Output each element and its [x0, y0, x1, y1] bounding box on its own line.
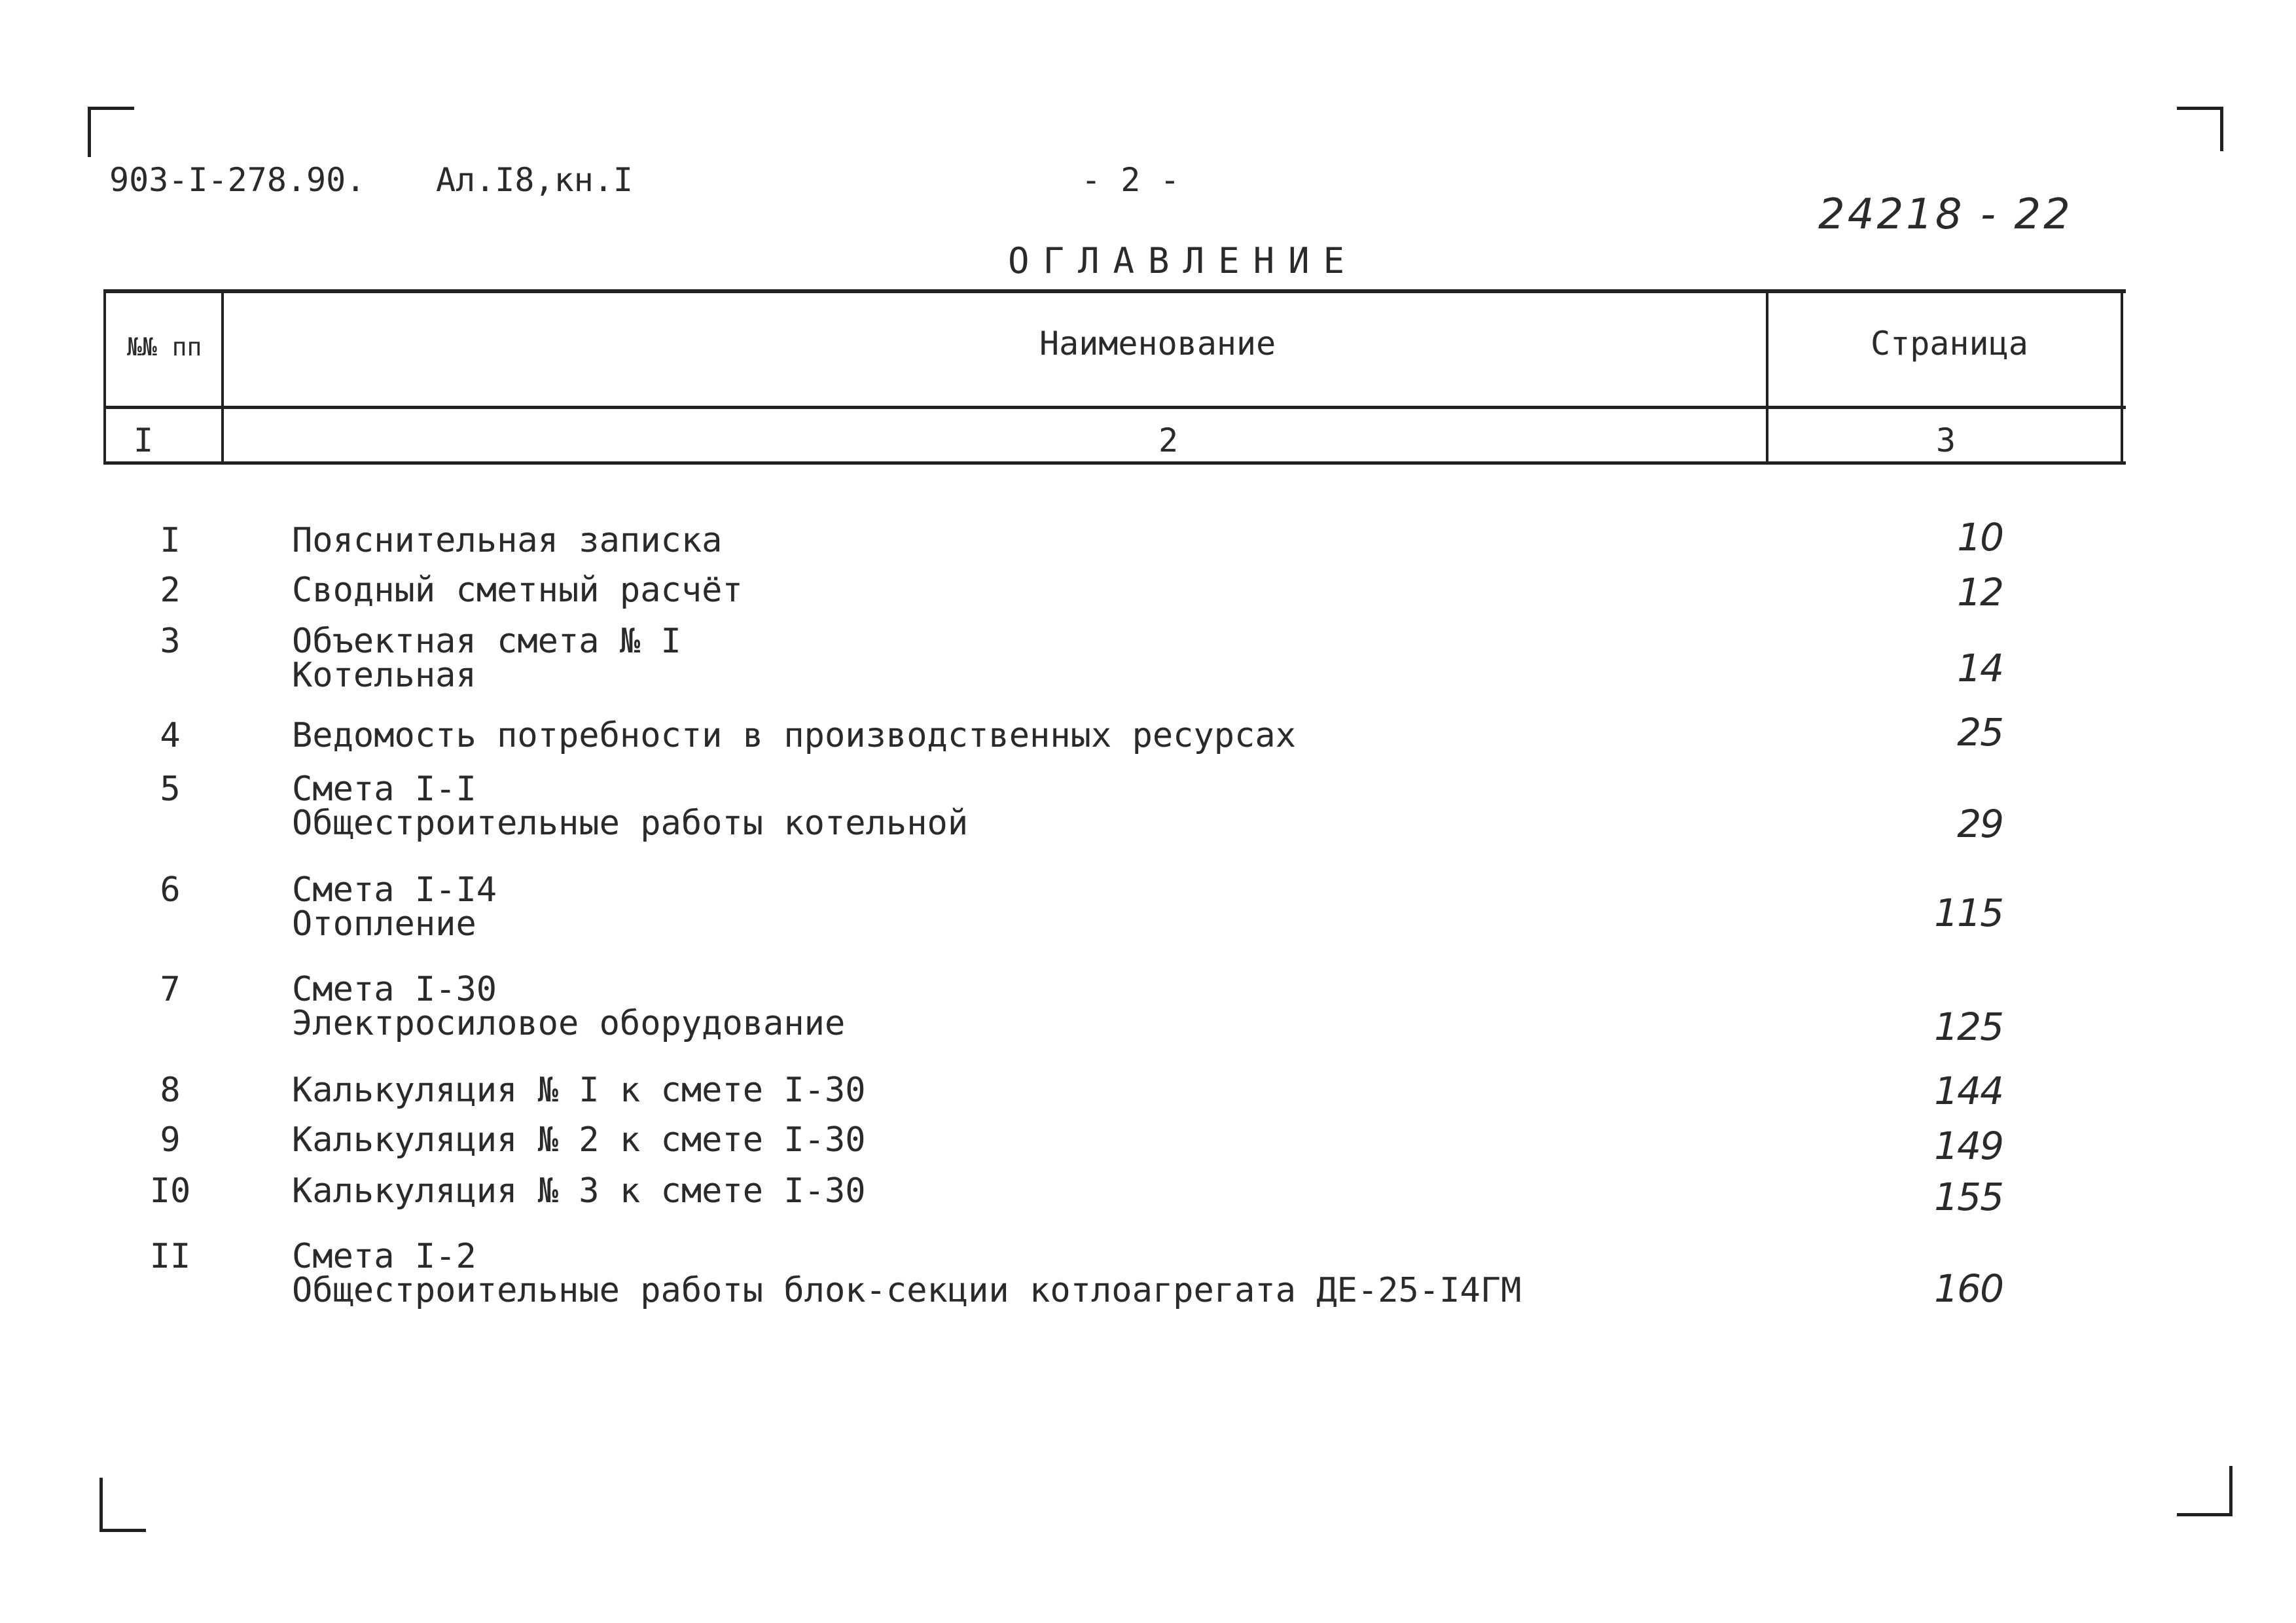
- entry-number: 7: [160, 970, 181, 1009]
- page-title: ОГЛАВЛЕНИЕ: [1008, 240, 1359, 281]
- entry-page: 25: [1957, 710, 2003, 755]
- entry-number: 4: [160, 716, 181, 755]
- column-header-page: Страница: [1871, 325, 2028, 363]
- entry-number: I0: [149, 1171, 191, 1211]
- entry-number: 6: [160, 870, 181, 910]
- page-number: - 2 -: [1081, 161, 1180, 199]
- entry-number: 9: [160, 1120, 181, 1160]
- column-header-number: №№ пп: [127, 332, 202, 361]
- entry-number: II: [149, 1237, 191, 1276]
- album-reference: Ал.I8,кн.I: [436, 161, 634, 199]
- entry-title: Смета I-30: [292, 970, 497, 1009]
- entry-page: 14: [1957, 646, 2003, 690]
- column-header-name: Наименование: [1039, 325, 1276, 363]
- entry-title: Смета I-2: [292, 1237, 476, 1276]
- column-index: I: [134, 421, 154, 459]
- entry-title: Объектная смета № I: [292, 622, 681, 661]
- entry-title: Сводный сметный расчёт: [292, 571, 743, 610]
- entry-page: 155: [1934, 1175, 2003, 1219]
- archive-number: 24218 - 22: [1818, 190, 2073, 239]
- entry-number: 5: [160, 770, 181, 809]
- entry-page: 149: [1934, 1124, 2003, 1168]
- entry-number: 2: [160, 571, 181, 610]
- entry-page: 144: [1934, 1069, 2003, 1113]
- column-index: 3: [1936, 421, 1956, 459]
- entry-page: 115: [1934, 891, 2003, 935]
- entry-page: 160: [1934, 1266, 2003, 1311]
- entry-title: Ведомость потребности в производственных ресурсах: [292, 716, 1297, 755]
- entry-subtitle: Общестроительные работы котельной: [292, 804, 969, 843]
- entry-number: I: [160, 521, 181, 560]
- entry-title: Калькуляция № I к смете I-30: [292, 1071, 866, 1110]
- entry-page: 29: [1957, 802, 2003, 846]
- entry-subtitle: Электросиловое оборудование: [292, 1004, 846, 1043]
- entry-page: 10: [1957, 515, 2003, 560]
- entry-number: 8: [160, 1071, 181, 1110]
- document-code: 903-I-278.90.: [109, 161, 366, 199]
- entry-page: 12: [1957, 570, 2003, 615]
- entry-title: Пояснительная записка: [292, 521, 723, 560]
- entry-page: 125: [1934, 1005, 2003, 1049]
- entry-subtitle: Котельная: [292, 656, 476, 695]
- entry-title: Калькуляция № 3 к смете I-30: [292, 1171, 866, 1211]
- entry-subtitle: Общестроительные работы блок-секции котлоагрегата ДЕ-25-I4ГМ: [292, 1271, 1522, 1310]
- entry-title: Смета I-I4: [292, 870, 497, 910]
- entry-title: Смета I-I: [292, 770, 476, 809]
- column-index: 2: [1158, 421, 1179, 459]
- entry-title: Калькуляция № 2 к смете I-30: [292, 1120, 866, 1160]
- entry-number: 3: [160, 622, 181, 661]
- entry-subtitle: Отопление: [292, 904, 476, 944]
